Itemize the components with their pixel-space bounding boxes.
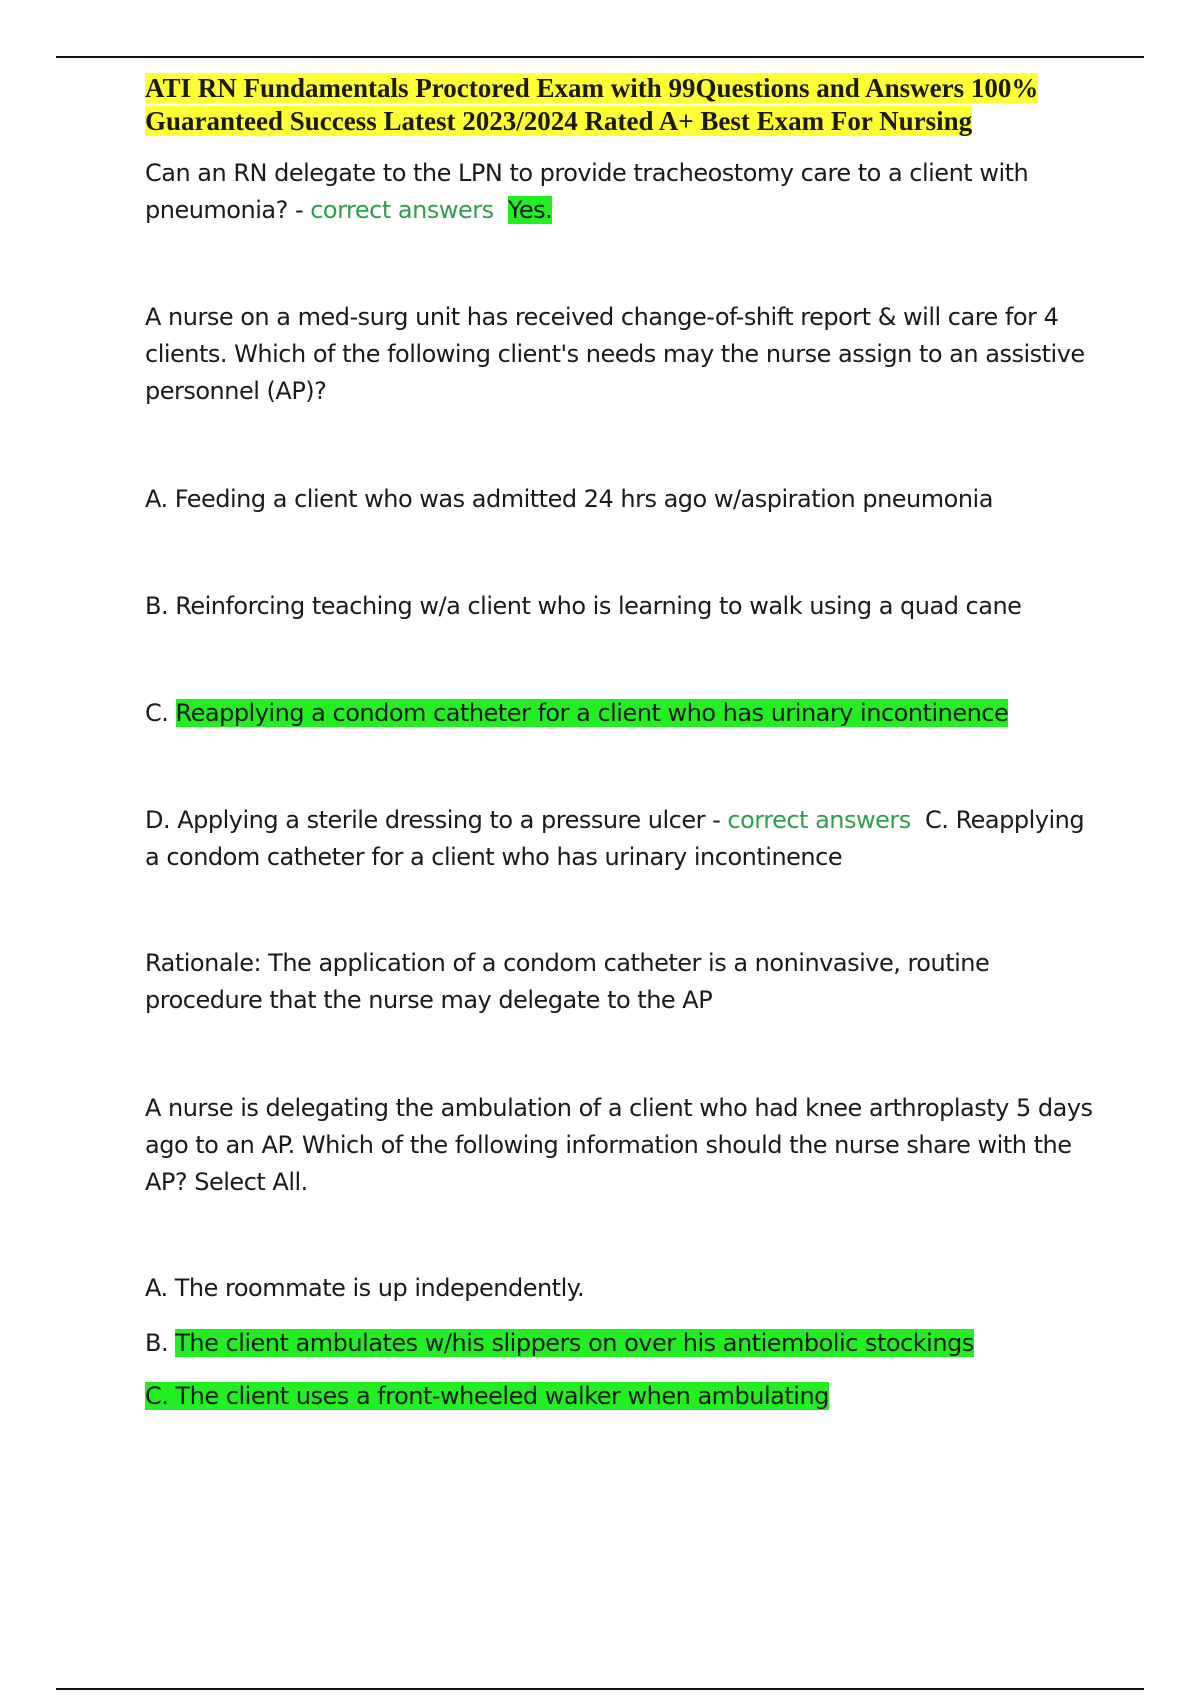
question-2-option-c-text: Reapplying a condom catheter for a client who has urinary incontinence [175,699,1009,727]
title-line-1: ATI RN Fundamentals Proctored Exam with 99Questions and Answers 100% [145,73,1039,103]
question-3-option-b-text: The client ambulates w/his slippers on over his antiembolic stockings [175,1329,974,1357]
question-2-option-c-prefix: C. [145,699,176,727]
question-1-answer-label: correct answers [310,196,494,224]
question-1-answer: Yes. [507,196,553,224]
question-2-option-a: A. Feeding a client who was admitted 24 hrs ago w/aspiration pneumonia [145,485,993,513]
question-3-option-b [145,1325,1095,1362]
question-2-option-d [145,802,1095,876]
question-2-option-c [145,695,1095,732]
question-3-option-a: A. The roommate is up independently. [145,1274,585,1302]
question-3-option-c-text: C. The client uses a front-wheeled walker when ambulating [145,1382,829,1410]
question-2-answer: C. Reapplying a condom catheter for a client who has urinary incontinence [145,806,1085,871]
question-2: A nurse on a med-surg unit has received change-of-shift report & will care for 4 clients. Which of the following client's needs may the nurse assign to an assistive personnel (AP)? [145,303,1085,405]
title-line-2: Guaranteed Success Latest 2023/2024 Rated A+ Best Exam For Nursing [145,106,973,136]
question-2-option-b: B. Reinforcing teaching w/a client who is learning to walk using a quad cane [145,592,1022,620]
top-rule [56,56,1144,58]
question-3-option-c [145,1378,1095,1415]
document-title [145,72,1095,138]
question-3: A nurse is delegating the ambulation of a client who had knee arthroplasty 5 days ago to an AP. Which of the following information should the nurse share with the AP? Select All. [145,1094,1093,1196]
bottom-rule [56,1688,1144,1690]
question-2-answer-label: correct answers [727,806,911,834]
question-1-text: Can an RN delegate to the LPN to provide tracheostomy care to a client with pneumonia? - [145,159,1029,224]
question-2-rationale: Rationale: The application of a condom catheter is a noninvasive, routine procedure that the nurse may delegate to the AP [145,949,990,1014]
question-2-option-d-text: D. Applying a sterile dressing to a pressure ulcer - [145,806,728,834]
question-1 [145,155,1095,229]
question-3-option-b-prefix: B. [145,1329,176,1357]
